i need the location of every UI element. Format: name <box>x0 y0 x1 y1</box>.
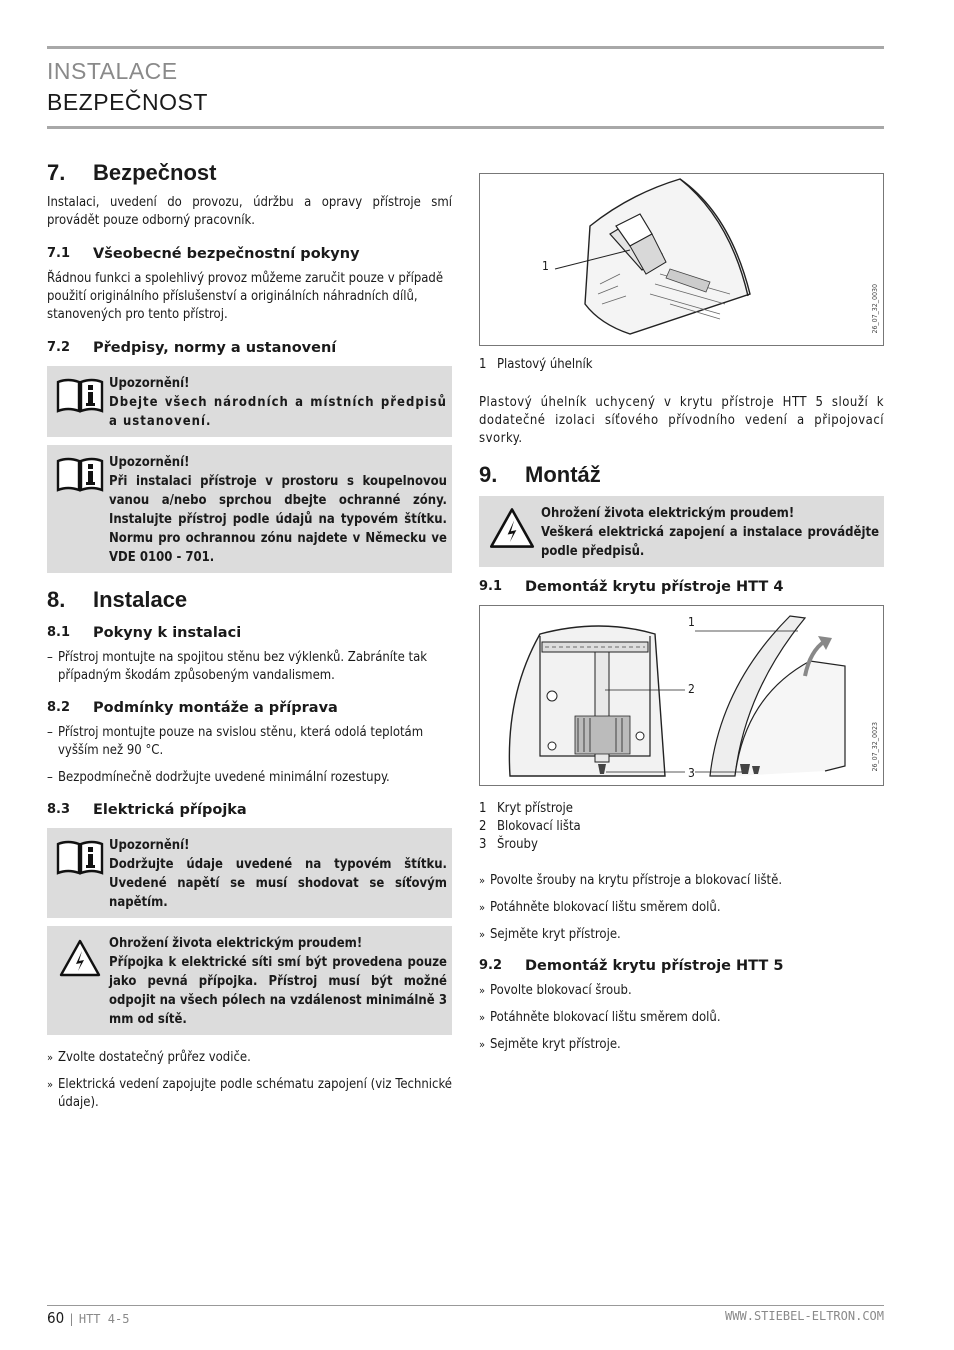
figure-callout: 1 <box>542 259 549 273</box>
info-book-icon <box>51 453 109 567</box>
footer-left <box>47 1309 129 1327</box>
note-text: Dbejte všech národních a místních předpisů a ustanovení. <box>109 395 447 429</box>
footer-separator: | <box>67 1312 76 1326</box>
note-title: Upozornění! <box>109 376 190 391</box>
step-item: » Elektrická vedení zapojujte podle schématu zapojení (viz Technické údaje). <box>47 1076 452 1112</box>
note-box-national-regulations <box>47 366 452 437</box>
list-item: – Přístroj montujte pouze na svislou stěnu, která odolá teplotám vyšším než 90 °C. <box>47 724 452 760</box>
step-item: » Zvolte dostatečný průřez vodiče. <box>47 1049 452 1067</box>
warning-title: Ohrožení života elektrickým proudem! <box>109 936 363 951</box>
step-item: » Potáhněte blokovací lištu směrem dolů. <box>479 1009 884 1027</box>
header-top-rule <box>47 46 884 49</box>
note-box-rating-plate <box>47 828 452 918</box>
section-7-2-heading: 7.2 Předpisy, normy a ustanovení <box>47 340 337 356</box>
section-8-2-heading: 8.2 Podmínky montáže a příprava <box>47 700 338 716</box>
legend-item: 1 Plastový úhelník <box>479 357 593 372</box>
info-book-icon <box>51 836 109 912</box>
figure-callout: 2 <box>688 682 695 696</box>
electric-hazard-icon <box>51 934 109 1029</box>
section-7-intro: Instalaci, uvedení do provozu, údržbu a opravy přístroje smí provádět pouze odborný pracovník. <box>47 195 452 228</box>
section-7-heading: 7. Bezpečnost <box>47 160 217 185</box>
figure-callout: 1 <box>688 615 695 629</box>
section-8-2-list <box>47 724 452 787</box>
step-item: » Povolte šrouby na krytu přístroje a blokovací liště. <box>479 872 884 890</box>
page-number: 60 <box>47 1309 65 1327</box>
section-8-1-list <box>47 649 452 685</box>
legend-item: 1 Kryt přístroje <box>479 801 573 816</box>
list-item: – Bezpodmínečně dodržujte uvedené minimální rozestupy. <box>47 769 452 787</box>
figure-1-caption: Plastový úhelník uchycený v krytu přístroje HTT 5 slouží k dodatečné izolaci síťového přívodního vedení a připojovací svorky. <box>479 395 884 446</box>
footer-url: WWW.STIEBEL-ELTRON.COM <box>725 1309 884 1323</box>
left-column <box>47 160 452 1121</box>
header-bottom-rule <box>47 126 884 129</box>
figure-2-legend <box>479 800 884 854</box>
section-9-2-steps <box>479 982 884 1054</box>
figure-cover-removal-htt4 <box>479 605 884 786</box>
figure-plastic-bracket <box>479 173 884 346</box>
figure-code: 26_07_32_0023 <box>871 722 879 772</box>
electric-hazard-icon <box>483 504 541 561</box>
figure-callout: 3 <box>688 766 695 780</box>
section-8-1-heading: 8.1 Pokyny k instalaci <box>47 625 242 641</box>
right-column <box>479 173 884 1063</box>
figure-1-legend <box>479 356 884 374</box>
section-8-3-steps <box>47 1049 452 1112</box>
footer-rule <box>47 1305 884 1306</box>
page-footer <box>47 1309 884 1327</box>
legend-item: 3 Šrouby <box>479 837 538 852</box>
plastic-bracket-illustration <box>480 174 883 345</box>
section-9-heading: 9. Montáž <box>479 462 601 487</box>
section-8-heading: 8. Instalace <box>47 587 188 612</box>
note-text: Dodržujte údaje uvedené na typovém štítku. Uvedené napětí se musí shodovat se síťovým napětím. <box>109 857 447 910</box>
section-8-3-heading: 8.3 Elektrická přípojka <box>47 802 247 818</box>
warning-text: Přípojka k elektrické síti smí být provedena pouze jako pevná přípojka. Přístroj musí být možné odpojit na všech pólech na vzdálenost minimálně 3 mm od sítě. <box>109 955 447 1027</box>
warning-box-regulations <box>479 496 884 567</box>
step-item: » Sejměte kryt přístroje. <box>479 1036 884 1054</box>
cover-removal-illustration <box>480 606 883 785</box>
section-7-1-heading: 7.1 Všeobecné bezpečnostní pokyny <box>47 246 360 262</box>
note-title: Upozornění! <box>109 455 190 470</box>
warning-box-fixed-connection <box>47 926 452 1035</box>
footer-model: HTT 4-5 <box>78 1312 130 1326</box>
note-title: Upozornění! <box>109 838 190 853</box>
list-item: – Přístroj montujte na spojitou stěnu bez výklenků. Zabráníte tak případným škodám způsobeným vandalismem. <box>47 649 452 685</box>
step-item: » Povolte blokovací šroub. <box>479 982 884 1000</box>
section-9-1-steps <box>479 872 884 944</box>
header-title: BEZPEČNOST <box>47 89 208 115</box>
figure-code: 26_07_32_0030 <box>871 284 879 334</box>
note-text: Při instalaci přístroje v prostoru s koupelnovou vanou a/nebo sprchou dbejte ochranné zóny. Instalujte přístroj podle údajů na typovém štítku. Normu pro ochrannou zónu najdete v Německu ve VDE 0100 - 701. <box>109 474 447 565</box>
step-item: » Sejměte kryt přístroje. <box>479 926 884 944</box>
info-book-icon <box>51 374 109 431</box>
warning-text: Veškerá elektrická zapojení a instalace provádějte podle předpisů. <box>541 525 879 559</box>
legend-item: 2 Blokovací lišta <box>479 819 581 834</box>
section-9-2-heading: 9.2 Demontáž krytu přístroje HTT 5 <box>479 958 784 974</box>
section-9-1-heading: 9.1 Demontáž krytu přístroje HTT 4 <box>479 579 784 595</box>
section-7-1-text: Řádnou funkci a spolehlivý provoz můžeme zaručit pouze v případě použití originálního příslušenství a originálních náhradních dílů, stanovených pro tento přístroj. <box>47 271 444 322</box>
header-kicker: INSTALACE <box>47 58 178 84</box>
step-item: » Potáhněte blokovací lištu směrem dolů. <box>479 899 884 917</box>
warning-title: Ohrožení života elektrickým proudem! <box>541 506 795 521</box>
note-box-protection-zone <box>47 445 452 573</box>
